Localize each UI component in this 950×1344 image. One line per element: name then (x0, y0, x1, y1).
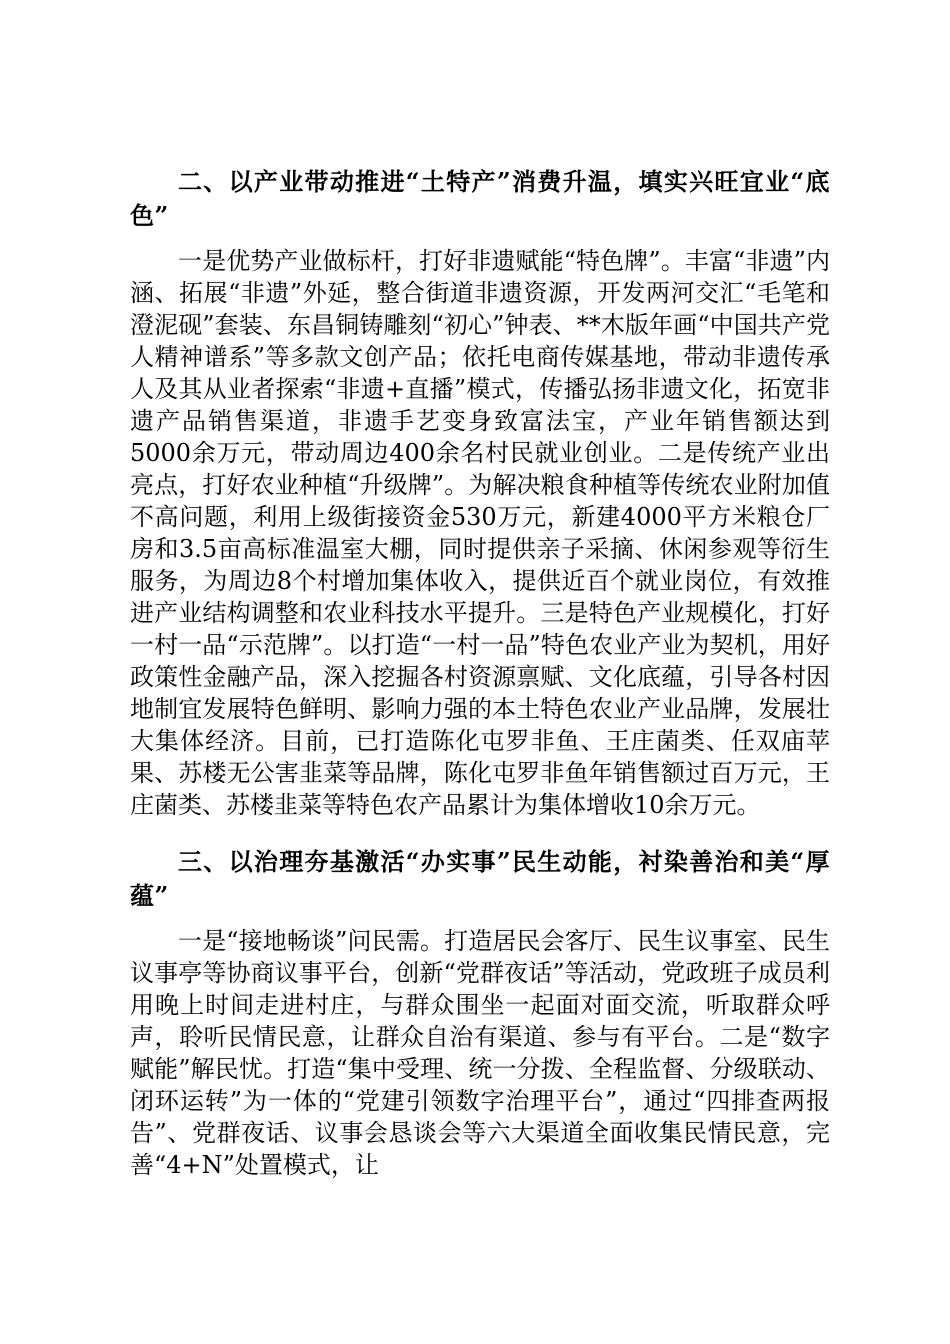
section-paragraph: 一是优势产业做标杆，打好非遗赋能“特色牌”。丰富“非遗”内涵、拓展“非遗”外延，整合街道非遗资源，开发两河交汇“毛笔和澄泥砚”套装、东昌铜铸雕刻“初心”钟表、**木版年画“中国共产党人精神谱系”等多款文创产品；依托电商传媒基地，带动非遗传承人及其从业者探索“非遗+直播”模式，传播弘扬非遗文化，拓宽非遗产品销售渠道，非遗手艺变身致富法宝，产业年销售额达到5000余万元，带动周边400余名村民就业创业。二是传统产业出亮点，打好农业种植“升级牌”。为解决粮食种植等传统农业附加值不高问题，利用上级街接资金530万元，新建4000平方米粮仓厂房和3.5亩高标准温室大棚，同时提供亲子采摘、休闲参观等衍生服务，为周边8个村增加集体收入，提供近百个就业岗位，有效推进产业结构调整和农业科技水平提升。三是特色产业规模化，打好一村一品“示范牌”。以打造“一村一品”特色农业产业为契机，用好政策性金融产品，深入挖掘各村资源禀赋、文化底蕴，引导各村因地制宜发展特色鲜明、影响力强的本土特色农业产业品牌，发展壮大集体经济。目前，已打造陈化屯罗非鱼、王庄菌类、任双庙苹果、苏楼无公害韭菜等品牌，陈化屯罗非鱼年销售额过百万元，王庄菌类、苏楼韭菜等特色农产品累计为集体增收10余万元。 (130, 247, 830, 819)
section-paragraph: 一是“接地畅谈”问民需。打造居民会客厅、民生议事室、民生议事亭等协商议事平台，创新“党群夜话”等活动，党政班子成员利用晚上时间走进村庄，与群众围坐一起面对面交流，听取群众呼声，聆听民情民意，让群众自治有渠道、参与有平台。二是“数字赋能”解民忧。打造“集中受理、统一分拨、全程监督、分级联动、闭环运转”为一体的“党建引领数字治理平台”，通过“四排查两报告”、党群夜话、议事会恳谈会等六大渠道全面收集民情民意，完善“4+N”处置模式，让 (130, 927, 830, 1179)
section-heading: 三、以治理夯基激活“办实事”民生动能，衬染善治和美“厚蕴” (130, 847, 830, 910)
document-page (130, 165, 830, 1181)
section-heading: 二、以产业带动推进“土特产”消费升温，填实兴旺宜业“底色” (130, 167, 830, 230)
